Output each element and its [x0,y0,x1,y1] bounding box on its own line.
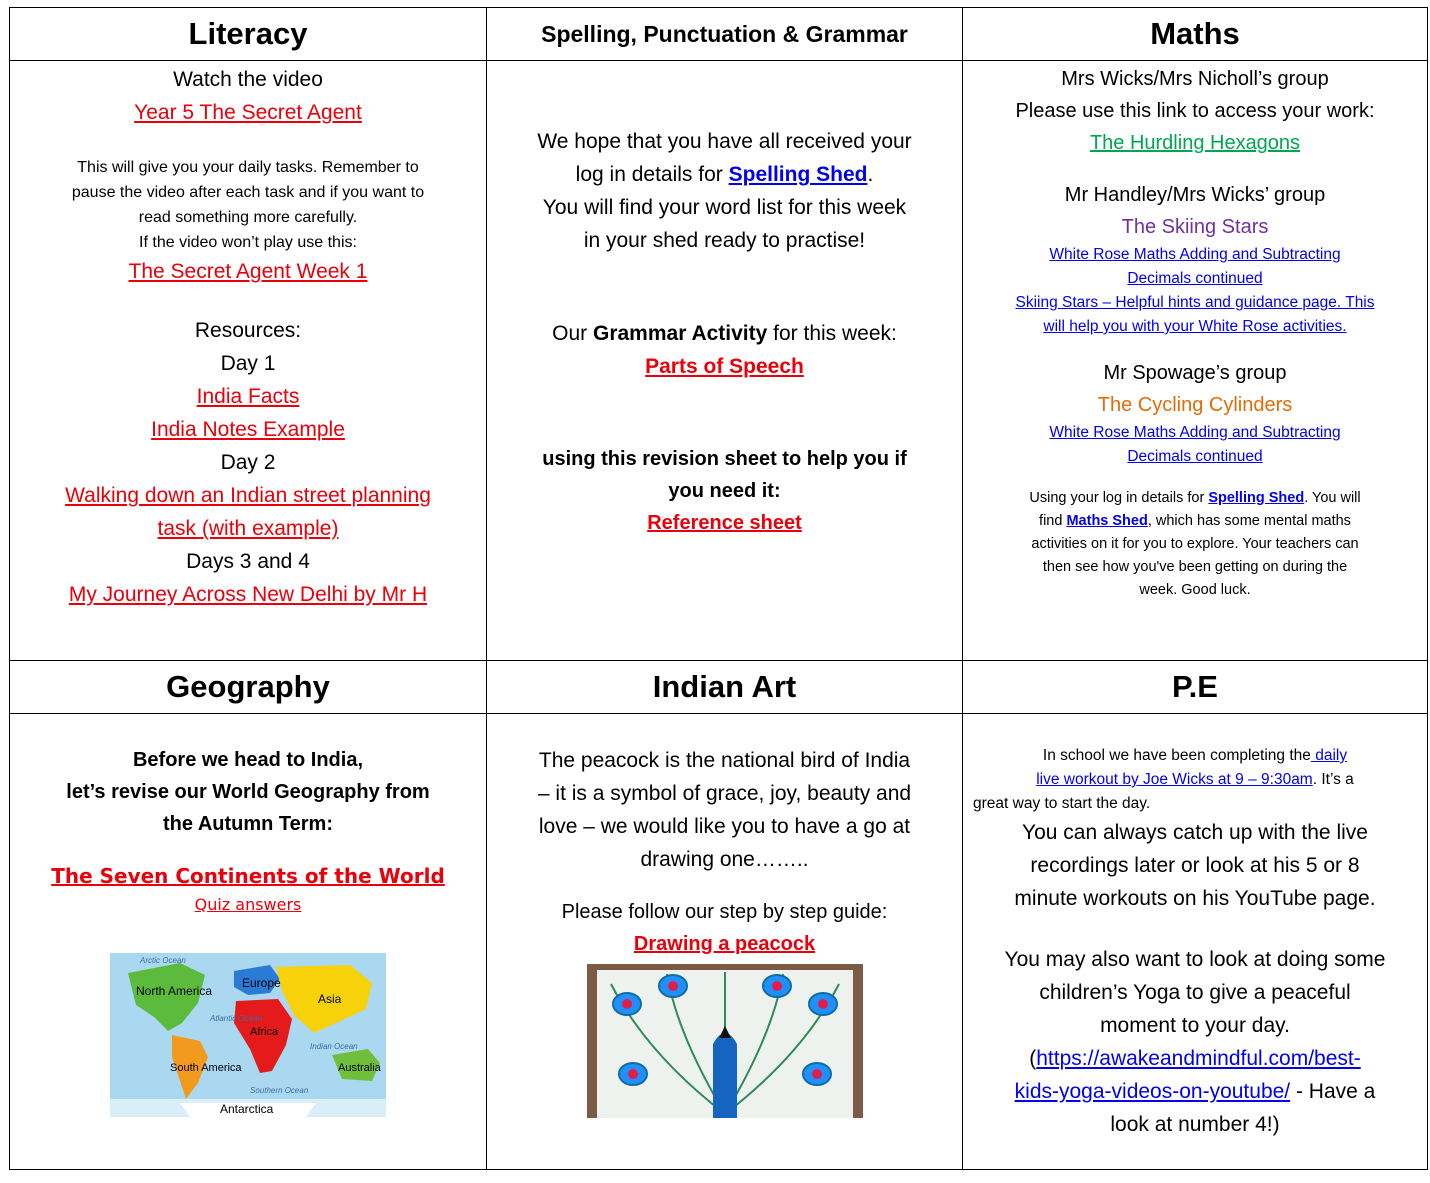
world-map-image [110,953,386,1117]
geo-line-3: the Autumn Term: [163,813,333,835]
resources-label: Resources: [194,319,302,342]
our-text: Our [552,322,588,345]
skiing-hints-link-a[interactable]: Skiing Stars – Helpful hints and guidance page. This [1015,294,1375,311]
group2-label: Mr Handley/Mrs Wicks’ group [1064,184,1326,206]
art-line-4: drawing one…….. [640,848,809,871]
spag-header: Spelling, Punctuation & Grammar [487,8,963,61]
find-line-1: You will find your word list for this week [542,196,907,219]
map-label-asia: Asia [318,992,342,1006]
pe-line-1: In school we have been completing the [1042,747,1311,764]
pe-cell [963,714,1428,1170]
shed-text-2: . You will [1304,490,1361,506]
cycling-cylinders-label: The Cycling Cylinders [1097,394,1293,416]
pe-header: P.E [963,661,1428,714]
pe-line-5: minute workouts on his YouTube page. [1014,887,1376,910]
white-rose-link-1b[interactable]: Decimals continued [1127,270,1263,287]
using-line-2: you need it: [668,480,781,502]
map-label-indian: Indian Ocean [310,1042,358,1051]
hope-period: . [867,163,874,186]
days34-label: Days 3 and 4 [186,550,310,573]
maths-shed-link[interactable]: Maths Shed [1066,513,1148,529]
maths-cell [963,61,1428,661]
skiing-hints-link-b[interactable]: will help you with your White Rose activities. [1043,318,1347,335]
literacy-header: Literacy [10,8,487,61]
geography-header: Geography [10,661,487,714]
art-line-3: love – we would like you to have a go at [538,815,911,838]
day1-label: Day 1 [220,352,276,375]
tasks-line-3: read something more carefully. [138,209,358,226]
hope-line-2: log in details for [575,163,723,186]
art-line-1: The peacock is the national bird of India [538,749,911,772]
map-label-arctic: Arctic Ocean [140,956,186,965]
shed-text-1: Using your log in details for [1029,490,1205,506]
pe-line-2: great way to start the day. [973,795,1151,812]
shed-text-6: week. Good luck. [1139,582,1251,598]
hurdling-hexagons-link[interactable]: The Hurdling Hexagons [1089,132,1301,154]
joe-wicks-link-b[interactable]: live workout by Joe Wicks at 9 – 9:30am [1036,771,1313,788]
maths-header: Maths [963,8,1428,61]
fallback-text: If the video won’t play use this: [139,234,357,251]
yoga-line-3: moment to your day. [1100,1014,1290,1037]
map-label-atlantic: Atlantic Ocean [210,1014,263,1023]
spelling-shed-link[interactable]: Spelling Shed [728,163,868,186]
shed-text-3: , which has some mental maths [1147,513,1351,529]
india-notes-link[interactable]: India Notes Example [151,418,345,441]
white-rose-link-2a[interactable]: White Rose Maths Adding and Subtracting [1049,424,1341,441]
map-label-europe: Europe [242,976,281,990]
find-text: find [1039,513,1063,529]
watch-text: Watch the video [173,68,323,91]
secret-agent-week1-link[interactable]: The Secret Agent Week 1 [128,260,368,283]
peacock-drawing-image [587,964,863,1118]
joe-wicks-link-a[interactable]: daily [1310,747,1348,764]
yoga-line-1: You may also want to look at doing some [1004,948,1386,971]
quiz-answers-link[interactable]: Quiz answers [194,895,302,914]
homework-grid [9,7,1428,1170]
map-label-north-america: North America [136,984,213,998]
day2-label: Day 2 [220,451,276,474]
literacy-cell [10,61,487,661]
skiing-stars-label: The Skiing Stars [1121,216,1269,238]
art-header: Indian Art [487,661,963,714]
map-label-africa: Africa [250,1026,279,1038]
maths-spelling-shed-link[interactable]: Spelling Shed [1208,490,1305,506]
hope-line-1: We hope that you have all received your [537,130,912,153]
year5-video-link[interactable]: Year 5 The Secret Agent [134,101,362,124]
group3-label: Mr Spowage’s group [1103,362,1287,384]
open-paren: ( [1029,1047,1037,1070]
pe-line-3: You can always catch up with the live [1022,821,1368,844]
tasks-line-2: pause the video after each task and if you want to [71,184,425,201]
find-line-2: in your shed ready to practise! [583,229,866,252]
yoga-line-2: children’s Yoga to give a peaceful [1039,981,1351,1004]
reference-sheet-link[interactable]: Reference sheet [647,512,802,534]
grammar-activity-label: Grammar Activity [593,322,768,345]
walking-street-link-a[interactable]: Walking down an Indian street planning [65,484,431,507]
walking-street-link-b[interactable]: task (with example) [157,517,339,540]
map-label-south-america: South America [170,1062,242,1074]
art-cell [487,714,963,1170]
geo-line-1: Before we head to India, [132,749,364,771]
have-a-text: - Have a [1290,1080,1376,1103]
india-facts-link[interactable]: India Facts [196,385,300,408]
follow-text: Please follow our step by step guide: [561,901,888,923]
shed-text-5: then see how you've been getting on during the [1042,559,1348,575]
geography-cell [10,714,487,1170]
for-week-text: for this week: [773,322,897,345]
use-link-text: Please use this link to access your work: [1015,100,1375,122]
spag-cell [487,61,963,661]
pe-line-1-end: . It’s a [1312,771,1354,788]
map-label-australia: Australia [338,1062,381,1074]
tasks-line-1: This will give you your daily tasks. Remember to [77,159,419,176]
white-rose-link-2b[interactable]: Decimals continued [1127,448,1263,465]
yoga-url-link-b[interactable]: kids-yoga-videos-on-youtube/ [1014,1080,1291,1103]
drawing-peacock-link[interactable]: Drawing a peacock [633,933,816,955]
number4-text: look at number 4!) [1110,1113,1280,1136]
geo-line-2: let’s revise our World Geography from [66,781,430,803]
map-label-southern: Southern Ocean [250,1086,309,1095]
white-rose-link-1a[interactable]: White Rose Maths Adding and Subtracting [1049,246,1341,263]
map-label-antarctica: Antarctica [220,1102,274,1116]
pe-line-4: recordings later or look at his 5 or 8 [1030,854,1360,877]
journey-link[interactable]: My Journey Across New Delhi by Mr H [68,583,428,606]
parts-of-speech-link[interactable]: Parts of Speech [645,355,804,378]
seven-continents-link[interactable]: The Seven Continents of the World [51,864,445,888]
art-line-2: – it is a symbol of grace, joy, beauty and [537,782,912,805]
using-line-1: using this revision sheet to help you if [542,448,907,470]
shed-text-4: activities on it for you to explore. Your teachers can [1031,536,1359,552]
group1-label: Mrs Wicks/Mrs Nicholl’s group [1061,68,1329,90]
yoga-url-link-a[interactable]: https://awakeandmindful.com/best- [1036,1047,1361,1070]
